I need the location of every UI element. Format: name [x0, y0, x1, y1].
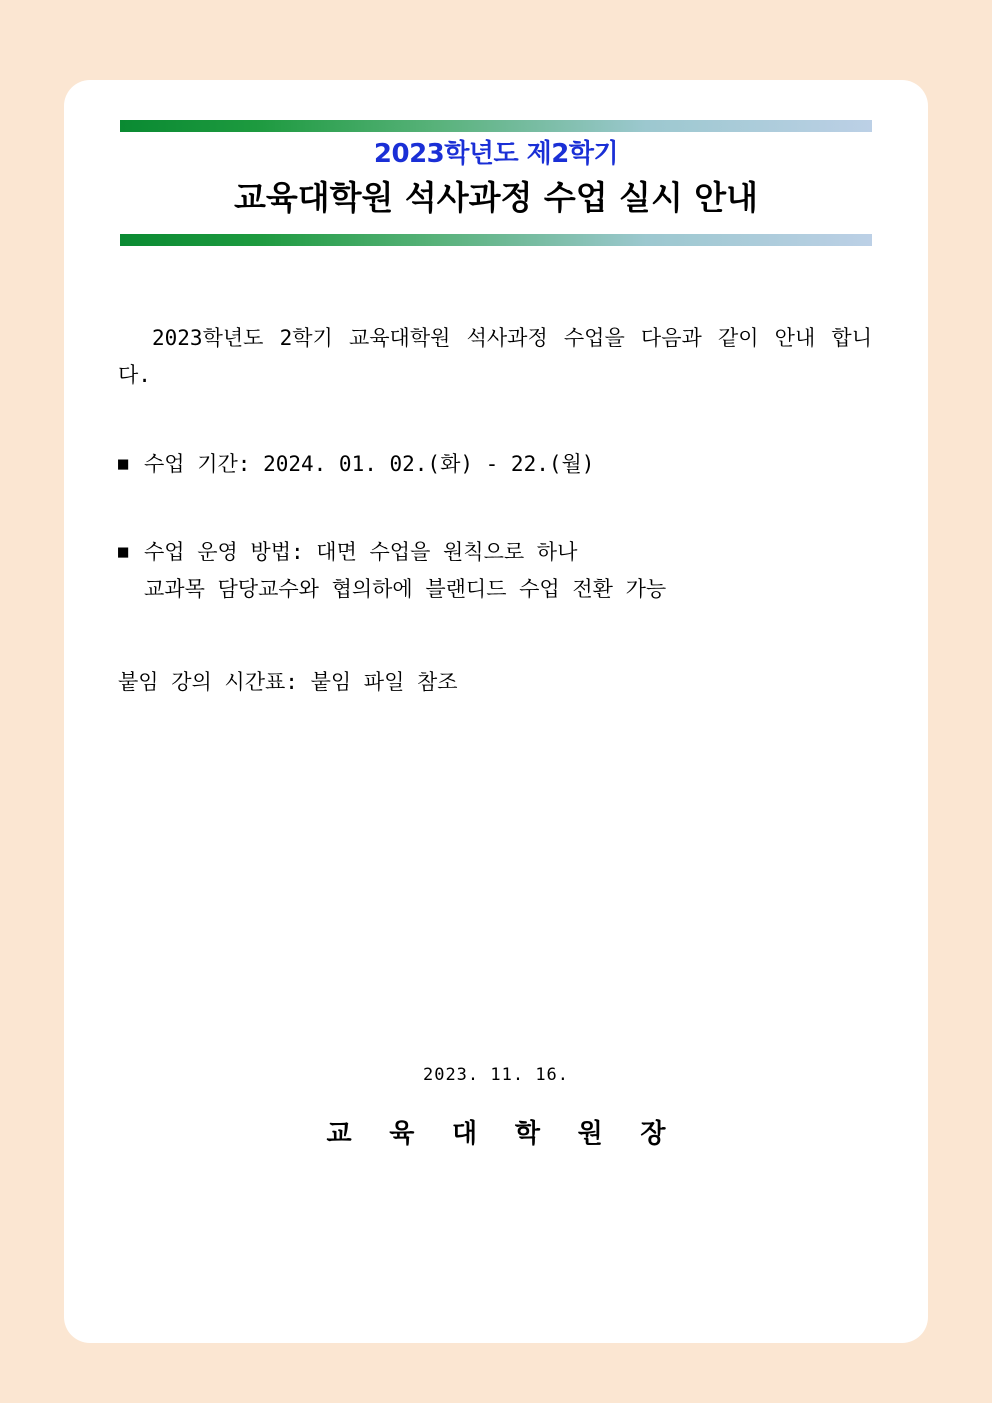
document-body	[90, 320, 902, 701]
intro-paragraph	[90, 320, 902, 394]
item-class-period-text: 수업 기간: 2024. 01. 02.(화) - 22.(월)	[144, 451, 595, 476]
square-bullet-icon: ■	[118, 453, 129, 474]
header-rule-top	[120, 120, 872, 132]
page-title: 교육대학원 석사과정 수업 실시 안내	[233, 177, 759, 217]
attachment-note: 붙임 강의 시간표: 붙임 파일 참조	[118, 669, 458, 694]
document-page	[64, 80, 928, 1343]
document-subtitle: 2023학년도 제2학기	[373, 139, 619, 169]
item-class-method-subtext: 교과목 담당교수와 협의하에 블랜디드 수업 전환 가능	[144, 577, 667, 601]
item-class-method	[90, 534, 902, 608]
title-wrap	[120, 132, 872, 228]
document-header	[120, 120, 872, 246]
signature-date: 2023. 11. 16.	[422, 1065, 570, 1085]
intro-text: 2023학년도 2학기 교육대학원 석사과정 수업을 다음과 같이 안내 합니다.	[118, 326, 872, 387]
item-class-period	[90, 446, 902, 483]
signature-issuer: 교 육 대 학 원 장	[326, 1119, 677, 1149]
square-bullet-icon: ■	[118, 542, 129, 563]
item-class-method-text: 수업 운영 방법: 대면 수업을 원칙으로 하나	[144, 540, 578, 565]
signature-block	[64, 1065, 928, 1150]
header-rule-bottom	[120, 234, 872, 246]
